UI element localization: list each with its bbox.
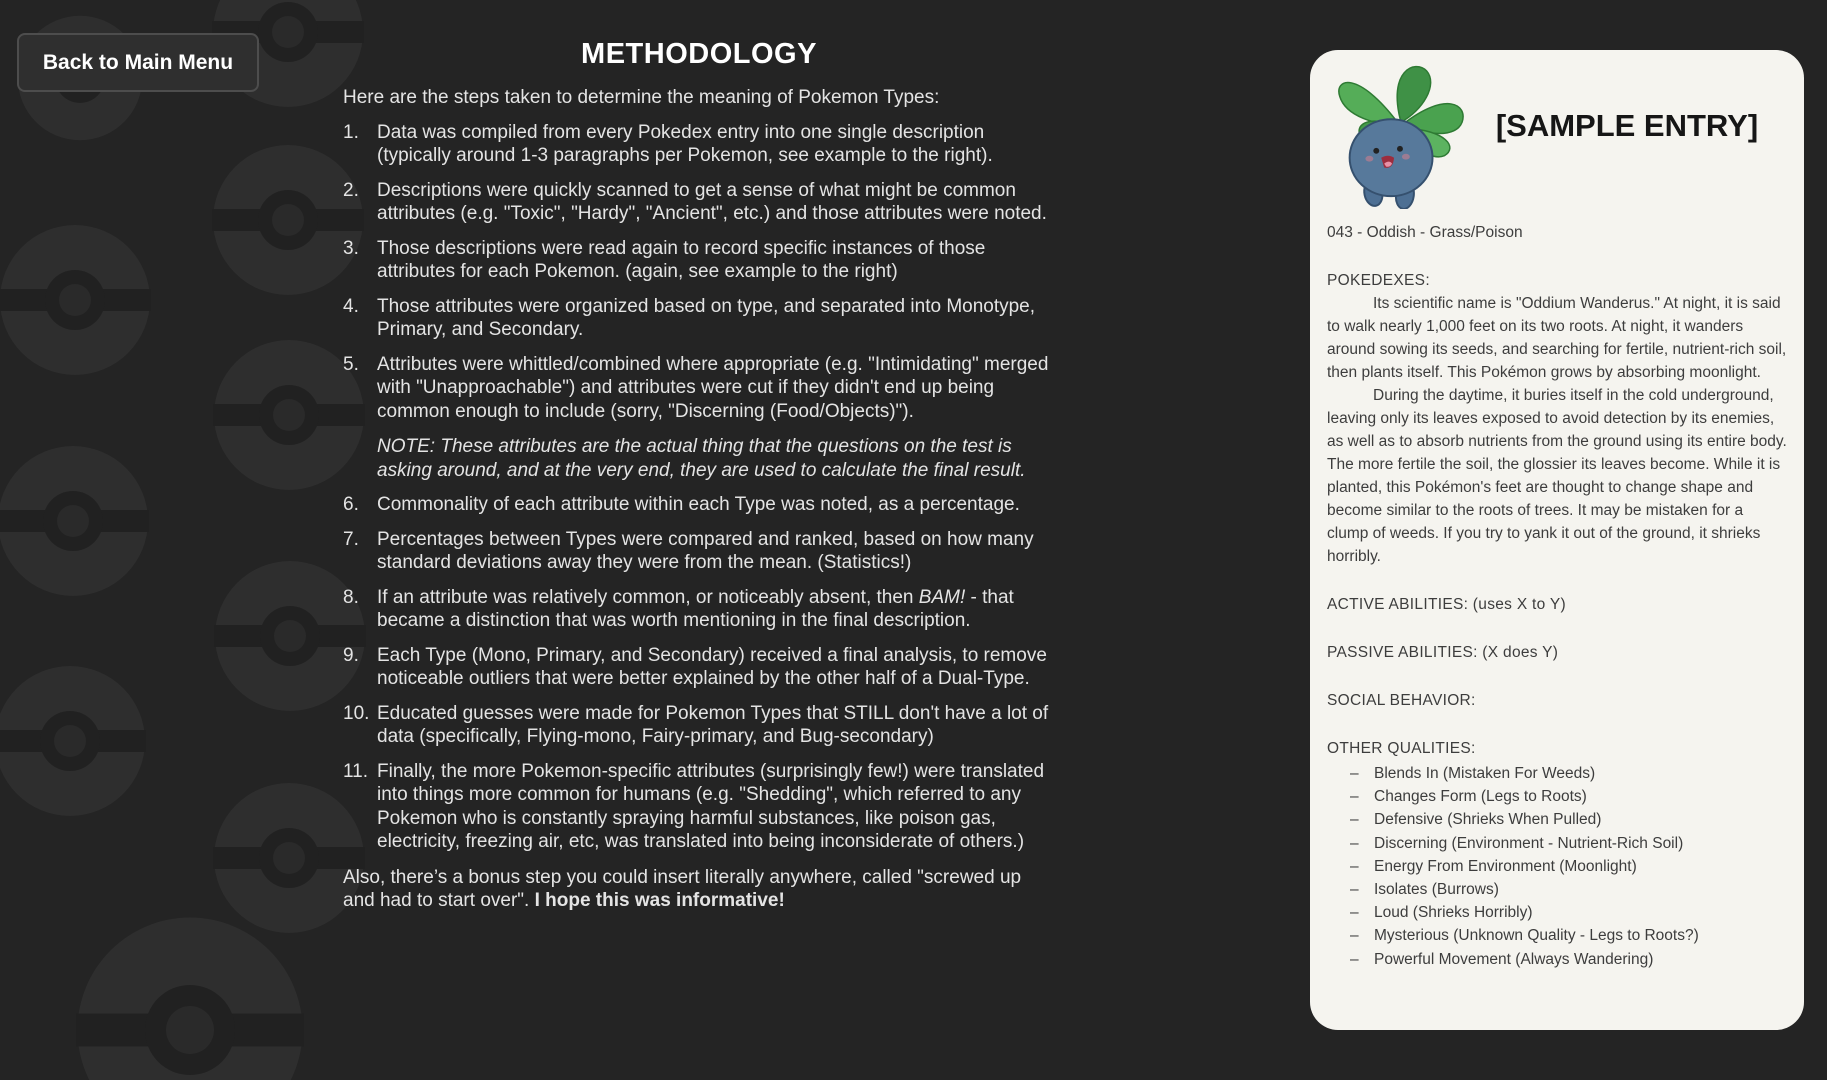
quality-item <box>1327 948 1787 971</box>
quality-item <box>1327 762 1787 785</box>
text-run: NOTE: These attributes are the actual thing that the questions on the test is asking around, and at the very end, they are used to calculate the final result. <box>377 436 1026 481</box>
back-to-main-menu-button[interactable]: Back to Main Menu <box>17 33 259 92</box>
step-item <box>343 586 1055 633</box>
step-text <box>377 179 1055 226</box>
pokedex-paragraph-2: During the daytime, it buries itself in the cold underground, leaving only its leaves exposed to avoid detection by its enemies, as well as to absorb nutrients from the ground using its entire body. The more fertile the soil, the glossier its leaves become. While it is planted, this Pokémon's feet are thought to change shape and become similar to the roots of trees. It may be mistaken for a clump of weeds. If you try to yank it out of the ground, it shrieks horribly. <box>1327 387 1787 565</box>
sample-entry-title: [SAMPLE ENTRY] <box>1495 108 1759 143</box>
step-number: 8. <box>343 586 359 608</box>
step-item <box>343 121 1055 168</box>
quality-text: Powerful Movement (Always Wandering) <box>1374 950 1654 968</box>
quality-text: Defensive (Shrieks When Pulled) <box>1374 811 1602 829</box>
step-item <box>343 760 1055 854</box>
text-run: Percentages between Types were compared and ranked, based on how many standard deviations away they were from the mean. (Statistics!) <box>377 528 1034 573</box>
other-qualities-list <box>1327 762 1787 971</box>
step-text <box>377 237 1055 284</box>
text-run: Each Type (Mono, Primary, and Secondary) received a final analysis, to remove noticeable outliers that were better explained by the other half of a Dual-Type. <box>377 644 1047 689</box>
step-text <box>377 353 1055 424</box>
card-header <box>1327 60 1787 210</box>
step-number: 9. <box>343 644 359 666</box>
text-run: Those descriptions were read again to record specific instances of those attributes for each Pokemon. (again, see example to the right) <box>377 237 986 282</box>
text-run: Descriptions were quickly scanned to get a sense of what might be common attributes (e.g. "Toxic", "Hardy", "Ancient", etc.) and those attributes were noted. <box>377 179 1047 224</box>
page-title: METHODOLOGY <box>581 38 817 70</box>
quality-item <box>1327 832 1787 855</box>
quality-item <box>1327 878 1787 901</box>
dash-bullet: – <box>1350 857 1359 875</box>
sample-entry-card <box>1310 50 1804 1030</box>
text-run: Finally, the more Pokemon-specific attributes (surprisingly few!) were translated into things more common for humans (e.g. "Shedding", which referred to any Pokemon who is constantly spraying harmful substances, like poison gas, electricity, freezing air, etc, was translated into being inconsiderate of others.) <box>377 760 1045 852</box>
quality-text: Loud (Shrieks Horribly) <box>1374 904 1533 922</box>
step-number: 7. <box>343 528 359 550</box>
quality-item <box>1327 924 1787 947</box>
quality-text: Isolates (Burrows) <box>1374 881 1499 899</box>
step-text <box>377 644 1055 691</box>
intro-text: Here are the steps taken to determine the meaning of Pokemon Types: <box>343 87 940 108</box>
step-item <box>343 493 1055 517</box>
dash-bullet: – <box>1350 950 1359 968</box>
quality-item <box>1327 808 1787 831</box>
step-item <box>343 179 1055 226</box>
pokemon-id-line: 043 - Oddish - Grass/Poison <box>1327 224 1523 241</box>
step-number: 6. <box>343 494 359 515</box>
step-text <box>377 702 1055 749</box>
step-text <box>377 121 1055 168</box>
step-number: 3. <box>343 237 359 259</box>
dash-bullet: – <box>1350 904 1359 922</box>
step-item <box>343 528 1055 575</box>
step-number: 4. <box>343 295 359 317</box>
quality-text: Energy From Environment (Moonlight) <box>1374 857 1637 875</box>
dash-bullet: – <box>1350 881 1359 899</box>
text-run: Data was compiled from every Pokedex entry into one single description (typically around 1-3 paragraphs per Pokemon, see example to the right). <box>377 121 993 166</box>
text-run: BAM! <box>918 586 966 608</box>
text-run: Educated guesses were made for Pokemon Types that STILL don't have a lot of data (specifically, Flying-mono, Fairy-primary, and Bug-secondary) <box>377 702 1049 747</box>
step-text <box>377 586 1055 633</box>
step-number: 2. <box>343 179 359 201</box>
oddish-image <box>1327 61 1467 209</box>
social-behavior-label: SOCIAL BEHAVIOR: <box>1327 692 1476 709</box>
quality-item <box>1327 901 1787 924</box>
quality-item <box>1327 785 1787 808</box>
text-run: Commonality of each attribute within each Type was noted, as a percentage. <box>377 494 1020 515</box>
dash-bullet: – <box>1350 811 1359 829</box>
step-number: 11. <box>343 760 369 782</box>
step-text <box>377 760 1055 854</box>
dash-bullet: – <box>1350 788 1359 806</box>
text-run: Also, there’s a bonus step you could insert literally anywhere, called "screwed up and had to start over". <box>343 866 1022 911</box>
steps-list <box>343 121 1055 854</box>
quality-text: Mysterious (Unknown Quality - Legs to Roots?) <box>1374 927 1699 945</box>
step-number: 1. <box>343 121 359 143</box>
step-item <box>343 237 1055 284</box>
step-item <box>343 644 1055 691</box>
text-run: I hope this was informative! <box>534 890 785 911</box>
pokedexes-heading: POKEDEXES: <box>1327 272 1430 289</box>
step-number: 10. <box>343 702 370 724</box>
other-qualities-label: OTHER QUALITIES: <box>1327 740 1476 757</box>
step-item <box>343 353 1055 424</box>
quality-item <box>1327 855 1787 878</box>
quality-text: Blends In (Mistaken For Weeds) <box>1374 765 1596 782</box>
text-run: Those attributes were organized based on type, and separated into Monotype, Primary, and Secondary. <box>377 295 1036 340</box>
pokedex-paragraph-1: Its scientific name is "Oddium Wanderus." At night, it is said to walk nearly 1,000 feet on its two roots. At night, it wanders around sowing its seeds, and searching for fertile, nutrient-rich soil, then plants itself. This Pokémon grows by absorbing moonlight. <box>1327 295 1787 381</box>
dash-bullet: – <box>1350 765 1359 782</box>
methodology-section <box>343 38 1055 913</box>
step-text <box>377 295 1055 342</box>
note-paragraph <box>343 435 1055 482</box>
dash-bullet: – <box>1350 834 1359 852</box>
active-abilities-label: ACTIVE ABILITIES: (uses X to Y) <box>1327 596 1567 613</box>
step-text <box>377 493 1055 517</box>
quality-text: Discerning (Environment - Nutrient-Rich Soil) <box>1374 834 1684 852</box>
text-run: If an attribute was relatively common, or noticeably absent, then <box>377 586 919 608</box>
text-run: Attributes were whittled/combined where appropriate (e.g. "Intimidating" merged with "Unapproachable") and attributes were cut if they didn't end up being common enough to include (sorry, "Discerning (Food/Objects)"). <box>377 353 1049 422</box>
step-item <box>343 295 1055 342</box>
step-text <box>377 435 1055 482</box>
dash-bullet: – <box>1350 927 1359 945</box>
step-item <box>343 702 1055 749</box>
text-run: - that became a distinction that was worth mentioning in the final description. <box>377 586 1014 631</box>
quality-text: Changes Form (Legs to Roots) <box>1374 788 1587 806</box>
step-number: 5. <box>343 353 359 375</box>
passive-abilities-label: PASSIVE ABILITIES: (X does Y) <box>1327 644 1559 661</box>
outro-text <box>343 866 1055 913</box>
step-text <box>377 528 1055 575</box>
